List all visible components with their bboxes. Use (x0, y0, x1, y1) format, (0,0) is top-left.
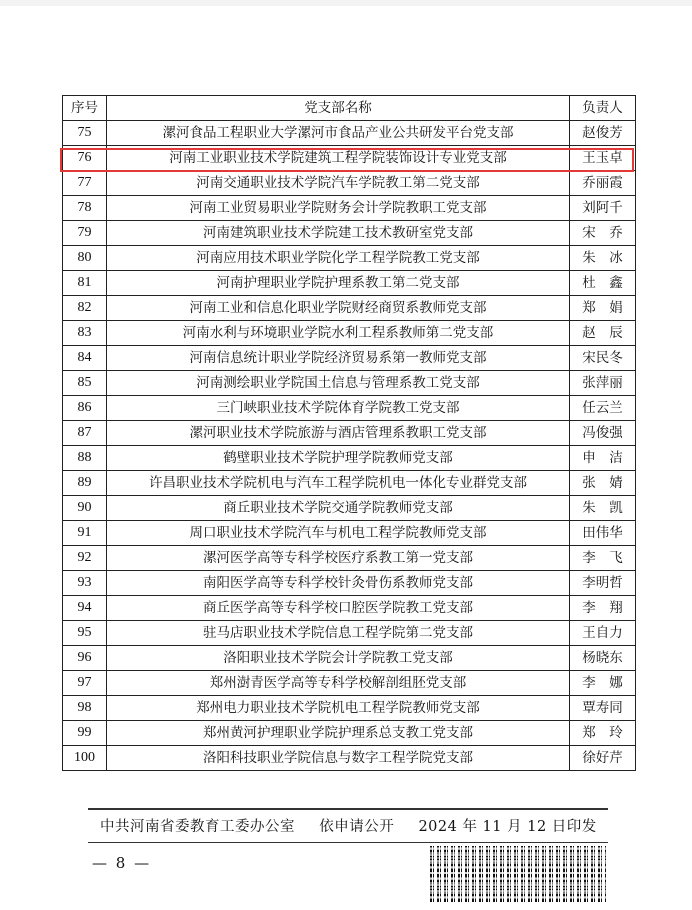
row-branch-name: 洛阳科技职业学院信息与数字工程学院党支部 (107, 746, 570, 771)
table-body (63, 121, 636, 771)
page-top-edge (0, 0, 692, 6)
row-branch-name: 河南工业贸易职业学院财务会计学院教职工党支部 (107, 196, 570, 221)
row-leader: 覃寿同 (570, 696, 636, 721)
row-serial: 90 (63, 496, 107, 521)
table-row (63, 421, 636, 446)
row-leader: 赵俊芳 (570, 121, 636, 146)
row-serial: 85 (63, 371, 107, 396)
table-row (63, 196, 636, 221)
row-serial: 95 (63, 621, 107, 646)
table-row (63, 221, 636, 246)
row-serial: 87 (63, 421, 107, 446)
row-leader: 宋 乔 (570, 221, 636, 246)
row-serial: 98 (63, 696, 107, 721)
table-row (63, 396, 636, 421)
page-number: — 8 — (92, 854, 152, 872)
row-serial: 84 (63, 346, 107, 371)
table-row (63, 146, 636, 171)
row-serial: 86 (63, 396, 107, 421)
row-serial: 82 (63, 296, 107, 321)
row-leader: 宋民冬 (570, 346, 636, 371)
footer-issuer: 中共河南省委教育工委办公室 (100, 819, 295, 835)
table-row (63, 346, 636, 371)
row-branch-name: 河南水利与环境职业学院水利工程系教师第二党支部 (107, 321, 570, 346)
row-leader: 田伟华 (570, 521, 636, 546)
row-leader: 王玉卓 (570, 146, 636, 171)
table-header-row (63, 96, 636, 121)
row-leader: 郑 玲 (570, 721, 636, 746)
row-serial: 81 (63, 271, 107, 296)
row-serial: 77 (63, 171, 107, 196)
row-branch-name: 河南工业和信息化职业学院财经商贸系教师党支部 (107, 296, 570, 321)
footer-date: 2024 年 11 月 12 日印发 (418, 819, 597, 835)
table-row (63, 321, 636, 346)
row-serial: 100 (63, 746, 107, 771)
row-leader: 李 飞 (570, 546, 636, 571)
row-serial: 96 (63, 646, 107, 671)
row-branch-name: 周口职业技术学院汽车与机电工程学院教师党支部 (107, 521, 570, 546)
row-branch-name: 河南应用技术职业学院化学工程学院教工党支部 (107, 246, 570, 271)
table-row (63, 271, 636, 296)
row-branch-name: 南阳医学高等专科学校针灸骨伤系教师党支部 (107, 571, 570, 596)
table-row (63, 471, 636, 496)
table-row (63, 696, 636, 721)
row-branch-name: 鹤壁职业技术学院护理学院教师党支部 (107, 446, 570, 471)
row-leader: 任云兰 (570, 396, 636, 421)
row-branch-name: 洛阳职业技术学院会计学院教工党支部 (107, 646, 570, 671)
row-serial: 76 (63, 146, 107, 171)
branch-table (62, 95, 636, 771)
table-row (63, 371, 636, 396)
table-row (63, 246, 636, 271)
row-leader: 朱 凯 (570, 496, 636, 521)
row-branch-name: 漯河医学高等专科学校医疗系教工第一党支部 (107, 546, 570, 571)
row-branch-name: 河南建筑职业技术学院建工技术教研室党支部 (107, 221, 570, 246)
footer-text (100, 815, 610, 836)
row-branch-name: 郑州黄河护理职业学院护理系总支教工党支部 (107, 721, 570, 746)
row-branch-name: 河南工业职业技术学院建筑工程学院装饰设计专业党支部 (107, 146, 570, 171)
row-leader: 刘阿千 (570, 196, 636, 221)
row-branch-name: 河南信息统计职业学院经济贸易系第一教师党支部 (107, 346, 570, 371)
table-row (63, 446, 636, 471)
footer-disclosure: 依申请公开 (319, 819, 395, 835)
table-row (63, 671, 636, 696)
table-row (63, 746, 636, 771)
table-row (63, 521, 636, 546)
row-branch-name: 驻马店职业技术学院信息工程学院第二党支部 (107, 621, 570, 646)
table-row (63, 121, 636, 146)
row-serial: 99 (63, 721, 107, 746)
row-serial: 78 (63, 196, 107, 221)
table-row (63, 571, 636, 596)
table-row (63, 721, 636, 746)
row-serial: 80 (63, 246, 107, 271)
header-branch-name: 党支部名称 (107, 96, 570, 121)
row-leader: 杨晓东 (570, 646, 636, 671)
branch-table-container (62, 95, 635, 771)
table-row (63, 596, 636, 621)
row-branch-name: 郑州电力职业技术学院机电工程学院教师党支部 (107, 696, 570, 721)
row-branch-name: 郑州澍青医学高等专科学校解剖组胚党支部 (107, 671, 570, 696)
row-serial: 94 (63, 596, 107, 621)
row-leader: 杜 鑫 (570, 271, 636, 296)
row-serial: 88 (63, 446, 107, 471)
row-branch-name: 许昌职业技术学院机电与汽车工程学院机电一体化专业群党支部 (107, 471, 570, 496)
row-branch-name: 河南护理职业学院护理系教工第二党支部 (107, 271, 570, 296)
barcode-image (430, 846, 606, 902)
row-leader: 王自力 (570, 621, 636, 646)
footer-rule-top (88, 808, 608, 810)
row-leader: 李明哲 (570, 571, 636, 596)
row-branch-name: 商丘职业技术学院交通学院教师党支部 (107, 496, 570, 521)
row-leader: 申 洁 (570, 446, 636, 471)
row-serial: 97 (63, 671, 107, 696)
row-serial: 89 (63, 471, 107, 496)
row-leader: 徐好芹 (570, 746, 636, 771)
row-branch-name: 三门峡职业技术学院体育学院教工党支部 (107, 396, 570, 421)
row-leader: 冯俊强 (570, 421, 636, 446)
table-row (63, 171, 636, 196)
row-branch-name: 商丘医学高等专科学校口腔医学院教工党支部 (107, 596, 570, 621)
row-branch-name: 漯河食品工程职业大学漯河市食品产业公共研发平台党支部 (107, 121, 570, 146)
row-leader: 朱 冰 (570, 246, 636, 271)
table-row (63, 646, 636, 671)
footer-rule-bottom (88, 842, 608, 843)
row-serial: 93 (63, 571, 107, 596)
row-leader: 张萍丽 (570, 371, 636, 396)
row-serial: 75 (63, 121, 107, 146)
header-serial: 序号 (63, 96, 107, 121)
table-row (63, 296, 636, 321)
header-leader: 负责人 (570, 96, 636, 121)
row-serial: 79 (63, 221, 107, 246)
row-leader: 乔丽霞 (570, 171, 636, 196)
row-branch-name: 河南交通职业技术学院汽车学院教工第二党支部 (107, 171, 570, 196)
table-row (63, 621, 636, 646)
row-serial: 92 (63, 546, 107, 571)
row-leader: 郑 娟 (570, 296, 636, 321)
table-row (63, 546, 636, 571)
row-branch-name: 河南测绘职业学院国土信息与管理系教工党支部 (107, 371, 570, 396)
row-serial: 91 (63, 521, 107, 546)
table-row (63, 496, 636, 521)
row-branch-name: 漯河职业技术学院旅游与酒店管理系教职工党支部 (107, 421, 570, 446)
row-leader: 李 翔 (570, 596, 636, 621)
row-leader: 赵 辰 (570, 321, 636, 346)
row-leader: 张 婧 (570, 471, 636, 496)
row-serial: 83 (63, 321, 107, 346)
row-leader: 李 娜 (570, 671, 636, 696)
